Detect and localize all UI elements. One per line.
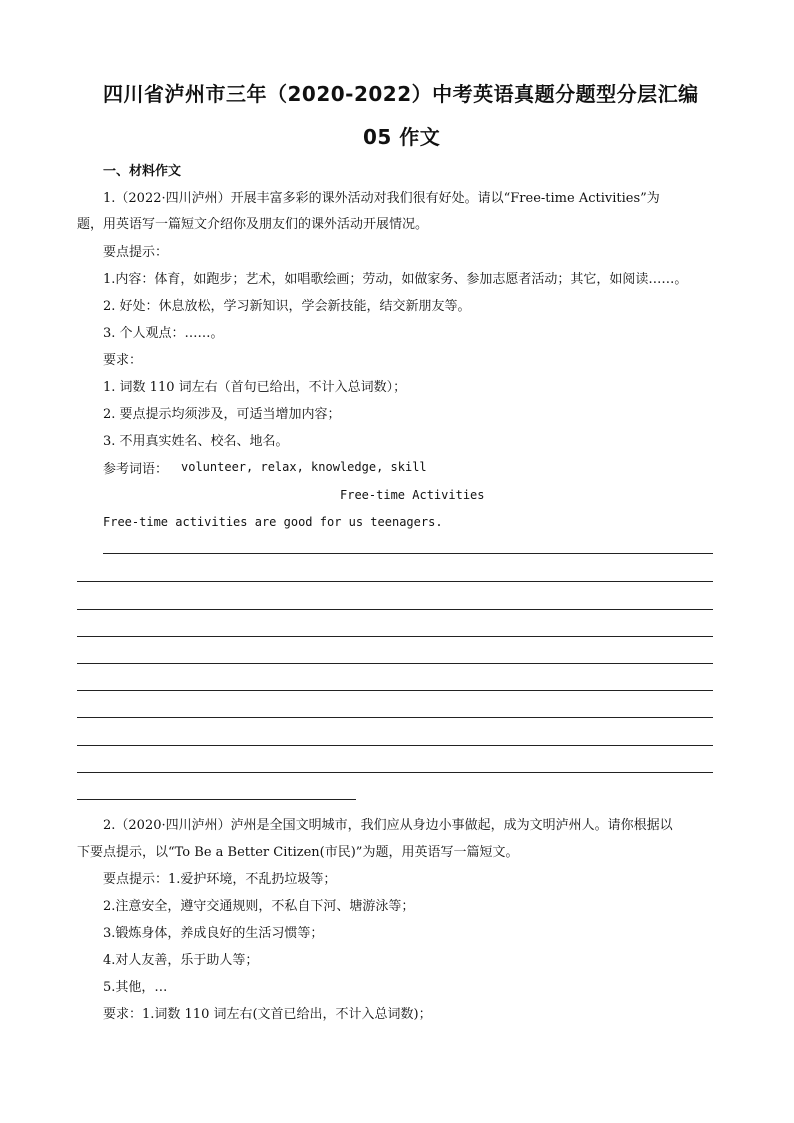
answer-line[interactable] bbox=[77, 581, 713, 582]
q1-requirement-1: 1. 词数 110 词左右（首句已给出，不计入总词数）； bbox=[103, 380, 407, 395]
answer-line[interactable] bbox=[77, 772, 713, 773]
essay-title: Free-time Activities bbox=[340, 488, 485, 502]
section-heading: 一、材料作文 bbox=[103, 164, 182, 179]
q1-point-3: 3. 个人观点：……。 bbox=[103, 326, 224, 341]
q2-point-4: 4.对人友善，乐于助人等； bbox=[103, 953, 259, 968]
answer-line[interactable] bbox=[103, 553, 713, 554]
q1-point-1: 1.内容：体育，如跑步；艺术，如唱歌绘画；劳动，如做家务、参加志愿者活动；其它，如阅读……。 bbox=[103, 272, 688, 287]
q1-requirements-label: 要求： bbox=[103, 353, 143, 368]
answer-line-short[interactable] bbox=[77, 799, 356, 800]
q1-vocab-label: 参考词语： bbox=[103, 462, 169, 477]
q1-prompt-line1: 1.（2022·四川泸州）开展丰富多彩的课外活动对我们很有好处。请以“Free-time Activities”为 bbox=[103, 191, 660, 206]
q1-requirement-3: 3. 不用真实姓名、校名、地名。 bbox=[103, 434, 289, 449]
q2-prompt-line2: 下要点提示，以“To Be a Better Citizen(市民)”为题，用英语写一篇短文。 bbox=[77, 845, 519, 860]
q2-requirement-1: 要求：1.词数 110 词左右(文首已给出，不计入总词数)； bbox=[103, 1007, 432, 1022]
answer-line[interactable] bbox=[77, 690, 713, 691]
q2-prompt-line1: 2.（2020·四川泸州）泸州是全国文明城市，我们应从身边小事做起，成为文明泸州人。请你根据以 bbox=[103, 818, 673, 833]
q1-requirement-2: 2. 要点提示均须涉及，可适当增加内容； bbox=[103, 407, 341, 422]
answer-line[interactable] bbox=[77, 717, 713, 718]
q2-point-3: 3.锻炼身体，养成良好的生活习惯等； bbox=[103, 926, 324, 941]
q1-prompt-line2: 题，用英语写一篇短文介绍你及朋友们的课外活动开展情况。 bbox=[77, 217, 429, 232]
document-subtitle: 05 作文 bbox=[363, 125, 441, 149]
answer-line[interactable] bbox=[77, 663, 713, 664]
q1-vocab-words: volunteer, relax, knowledge, skill bbox=[181, 460, 427, 474]
q1-points-label: 要点提示： bbox=[103, 245, 169, 260]
essay-first-sentence: Free-time activities are good for us teenagers. bbox=[103, 515, 443, 529]
answer-line[interactable] bbox=[77, 745, 713, 746]
document-title: 四川省泸州市三年（2020-2022）中考英语真题分题型分层汇编 bbox=[103, 82, 699, 106]
q2-point-2: 2.注意安全，遵守交通规则，不私自下河、塘游泳等； bbox=[103, 899, 415, 914]
q1-point-2: 2. 好处：休息放松，学习新知识，学会新技能，结交新朋友等。 bbox=[103, 299, 471, 314]
q2-point-1: 要点提示：1.爱护环境，不乱扔垃圾等； bbox=[103, 872, 337, 887]
q2-point-5: 5.其他，… bbox=[103, 980, 168, 995]
answer-line[interactable] bbox=[77, 609, 713, 610]
answer-line[interactable] bbox=[77, 636, 713, 637]
